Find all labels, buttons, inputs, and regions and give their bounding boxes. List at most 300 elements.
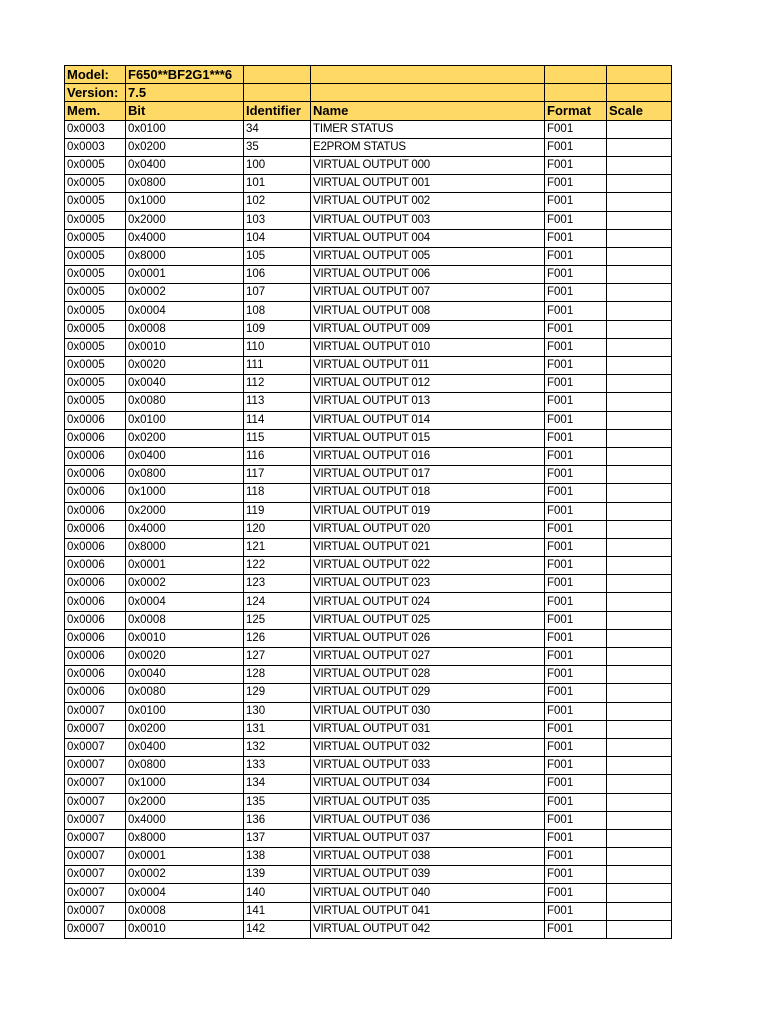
cell-identifier: 129 [244, 684, 311, 702]
cell-identifier: 35 [244, 138, 311, 156]
cell-scale [607, 193, 672, 211]
table-row [65, 357, 672, 375]
cell-mem: 0x0007 [65, 920, 126, 938]
table-row [65, 775, 672, 793]
cell-format: F001 [545, 866, 607, 884]
table-row [65, 466, 672, 484]
table-row [65, 302, 672, 320]
cell-identifier: 132 [244, 738, 311, 756]
cell-mem: 0x0006 [65, 429, 126, 447]
cell-name: VIRTUAL OUTPUT 038 [311, 848, 545, 866]
cell-bit: 0x0001 [126, 557, 244, 575]
cell-bit: 0x4000 [126, 811, 244, 829]
cell-identifier: 118 [244, 484, 311, 502]
table-row [65, 211, 672, 229]
cell-mem: 0x0007 [65, 775, 126, 793]
cell-scale [607, 702, 672, 720]
cell-name: VIRTUAL OUTPUT 041 [311, 902, 545, 920]
cell-name: VIRTUAL OUTPUT 003 [311, 211, 545, 229]
cell-format: F001 [545, 702, 607, 720]
cell-name: VIRTUAL OUTPUT 005 [311, 247, 545, 265]
cell-format: F001 [545, 884, 607, 902]
cell-bit: 0x1000 [126, 775, 244, 793]
empty-cell [545, 84, 607, 102]
cell-mem: 0x0007 [65, 793, 126, 811]
cell-name: VIRTUAL OUTPUT 023 [311, 575, 545, 593]
cell-format: F001 [545, 120, 607, 138]
cell-bit: 0x0002 [126, 866, 244, 884]
table-row [65, 338, 672, 356]
cell-scale [607, 884, 672, 902]
cell-mem: 0x0007 [65, 829, 126, 847]
table-row [65, 193, 672, 211]
table-row [65, 138, 672, 156]
table-row [65, 902, 672, 920]
table-row [65, 684, 672, 702]
cell-scale [607, 411, 672, 429]
table-row [65, 629, 672, 647]
model-value: F650**BF2G1***6 [126, 66, 244, 84]
empty-cell [311, 66, 545, 84]
cell-identifier: 117 [244, 466, 311, 484]
cell-format: F001 [545, 593, 607, 611]
cell-format: F001 [545, 247, 607, 265]
table-row [65, 611, 672, 629]
cell-name: VIRTUAL OUTPUT 011 [311, 357, 545, 375]
cell-bit: 0x8000 [126, 538, 244, 556]
cell-identifier: 126 [244, 629, 311, 647]
cell-bit: 0x0008 [126, 902, 244, 920]
empty-cell [545, 66, 607, 84]
cell-identifier: 122 [244, 557, 311, 575]
table-row [65, 757, 672, 775]
cell-identifier: 139 [244, 866, 311, 884]
cell-name: VIRTUAL OUTPUT 007 [311, 284, 545, 302]
cell-name: VIRTUAL OUTPUT 026 [311, 629, 545, 647]
cell-bit: 0x0400 [126, 447, 244, 465]
cell-format: F001 [545, 920, 607, 938]
cell-mem: 0x0006 [65, 484, 126, 502]
cell-scale [607, 648, 672, 666]
cell-name: VIRTUAL OUTPUT 015 [311, 429, 545, 447]
cell-format: F001 [545, 775, 607, 793]
cell-format: F001 [545, 156, 607, 174]
cell-name: VIRTUAL OUTPUT 010 [311, 338, 545, 356]
register-table-body [65, 66, 672, 939]
cell-format: F001 [545, 811, 607, 829]
cell-mem: 0x0006 [65, 538, 126, 556]
cell-name: VIRTUAL OUTPUT 017 [311, 466, 545, 484]
cell-scale [607, 447, 672, 465]
cell-bit: 0x0020 [126, 648, 244, 666]
column-header-mem: Mem. [65, 102, 126, 120]
cell-bit: 0x0800 [126, 757, 244, 775]
cell-format: F001 [545, 357, 607, 375]
table-row [65, 920, 672, 938]
cell-name: VIRTUAL OUTPUT 040 [311, 884, 545, 902]
empty-cell [607, 84, 672, 102]
table-row [65, 575, 672, 593]
cell-name: VIRTUAL OUTPUT 034 [311, 775, 545, 793]
table-row [65, 411, 672, 429]
cell-scale [607, 357, 672, 375]
cell-name: VIRTUAL OUTPUT 006 [311, 266, 545, 284]
cell-identifier: 119 [244, 502, 311, 520]
cell-name: VIRTUAL OUTPUT 029 [311, 684, 545, 702]
cell-bit: 0x8000 [126, 829, 244, 847]
cell-identifier: 115 [244, 429, 311, 447]
cell-format: F001 [545, 848, 607, 866]
cell-bit: 0x0004 [126, 593, 244, 611]
cell-mem: 0x0005 [65, 247, 126, 265]
cell-name: VIRTUAL OUTPUT 014 [311, 411, 545, 429]
cell-scale [607, 320, 672, 338]
cell-bit: 0x0001 [126, 266, 244, 284]
cell-format: F001 [545, 375, 607, 393]
cell-bit: 0x0004 [126, 302, 244, 320]
cell-mem: 0x0006 [65, 648, 126, 666]
cell-identifier: 121 [244, 538, 311, 556]
cell-mem: 0x0007 [65, 902, 126, 920]
cell-mem: 0x0006 [65, 611, 126, 629]
cell-bit: 0x0040 [126, 666, 244, 684]
cell-scale [607, 247, 672, 265]
cell-identifier: 103 [244, 211, 311, 229]
cell-identifier: 107 [244, 284, 311, 302]
cell-scale [607, 120, 672, 138]
table-row [65, 156, 672, 174]
cell-name: VIRTUAL OUTPUT 035 [311, 793, 545, 811]
cell-mem: 0x0006 [65, 557, 126, 575]
cell-format: F001 [545, 229, 607, 247]
cell-format: F001 [545, 648, 607, 666]
cell-bit: 0x0100 [126, 411, 244, 429]
cell-bit: 0x1000 [126, 193, 244, 211]
cell-mem: 0x0007 [65, 757, 126, 775]
cell-scale [607, 902, 672, 920]
empty-cell [311, 84, 545, 102]
table-row [65, 447, 672, 465]
register-table [64, 65, 672, 939]
cell-format: F001 [545, 666, 607, 684]
cell-scale [607, 156, 672, 174]
cell-scale [607, 466, 672, 484]
cell-bit: 0x0020 [126, 357, 244, 375]
cell-mem: 0x0006 [65, 466, 126, 484]
table-row [65, 429, 672, 447]
cell-bit: 0x0010 [126, 920, 244, 938]
cell-format: F001 [545, 193, 607, 211]
table-row [65, 648, 672, 666]
cell-format: F001 [545, 793, 607, 811]
cell-bit: 0x2000 [126, 502, 244, 520]
cell-name: VIRTUAL OUTPUT 027 [311, 648, 545, 666]
cell-mem: 0x0006 [65, 593, 126, 611]
cell-bit: 0x0010 [126, 629, 244, 647]
cell-mem: 0x0003 [65, 120, 126, 138]
cell-name: VIRTUAL OUTPUT 028 [311, 666, 545, 684]
table-row [65, 557, 672, 575]
table-row [65, 702, 672, 720]
cell-name: VIRTUAL OUTPUT 009 [311, 320, 545, 338]
table-row [65, 848, 672, 866]
cell-name: VIRTUAL OUTPUT 004 [311, 229, 545, 247]
cell-scale [607, 266, 672, 284]
cell-scale [607, 538, 672, 556]
table-row [65, 120, 672, 138]
cell-bit: 0x2000 [126, 211, 244, 229]
table-row [65, 175, 672, 193]
cell-name: VIRTUAL OUTPUT 031 [311, 720, 545, 738]
cell-identifier: 125 [244, 611, 311, 629]
cell-scale [607, 229, 672, 247]
column-header-bit: Bit [126, 102, 244, 120]
version-row [65, 84, 672, 102]
model-row [65, 66, 672, 84]
cell-mem: 0x0005 [65, 193, 126, 211]
cell-format: F001 [545, 393, 607, 411]
cell-bit: 0x0008 [126, 611, 244, 629]
cell-identifier: 134 [244, 775, 311, 793]
cell-bit: 0x8000 [126, 247, 244, 265]
cell-scale [607, 629, 672, 647]
column-header-row [65, 102, 672, 120]
table-row [65, 229, 672, 247]
cell-identifier: 130 [244, 702, 311, 720]
cell-format: F001 [545, 738, 607, 756]
cell-scale [607, 793, 672, 811]
cell-identifier: 100 [244, 156, 311, 174]
cell-name: VIRTUAL OUTPUT 033 [311, 757, 545, 775]
cell-name: VIRTUAL OUTPUT 001 [311, 175, 545, 193]
table-row [65, 793, 672, 811]
cell-scale [607, 866, 672, 884]
table-row [65, 520, 672, 538]
cell-identifier: 140 [244, 884, 311, 902]
cell-mem: 0x0006 [65, 629, 126, 647]
cell-mem: 0x0007 [65, 811, 126, 829]
cell-identifier: 106 [244, 266, 311, 284]
cell-identifier: 105 [244, 247, 311, 265]
cell-bit: 0x4000 [126, 520, 244, 538]
table-row [65, 375, 672, 393]
cell-identifier: 127 [244, 648, 311, 666]
cell-name: VIRTUAL OUTPUT 019 [311, 502, 545, 520]
cell-mem: 0x0006 [65, 684, 126, 702]
cell-format: F001 [545, 484, 607, 502]
table-row [65, 738, 672, 756]
cell-format: F001 [545, 629, 607, 647]
column-header-format: Format [545, 102, 607, 120]
empty-cell [244, 66, 311, 84]
cell-format: F001 [545, 302, 607, 320]
cell-bit: 0x1000 [126, 484, 244, 502]
cell-format: F001 [545, 520, 607, 538]
cell-identifier: 110 [244, 338, 311, 356]
cell-identifier: 136 [244, 811, 311, 829]
cell-scale [607, 175, 672, 193]
cell-format: F001 [545, 684, 607, 702]
cell-identifier: 138 [244, 848, 311, 866]
cell-scale [607, 502, 672, 520]
cell-format: F001 [545, 429, 607, 447]
column-header-identifier: Identifier [244, 102, 311, 120]
cell-format: F001 [545, 266, 607, 284]
cell-identifier: 142 [244, 920, 311, 938]
cell-bit: 0x0400 [126, 156, 244, 174]
table-row [65, 247, 672, 265]
cell-format: F001 [545, 138, 607, 156]
cell-mem: 0x0005 [65, 211, 126, 229]
cell-mem: 0x0005 [65, 229, 126, 247]
cell-name: VIRTUAL OUTPUT 030 [311, 702, 545, 720]
cell-identifier: 116 [244, 447, 311, 465]
cell-identifier: 34 [244, 120, 311, 138]
cell-name: VIRTUAL OUTPUT 002 [311, 193, 545, 211]
table-row [65, 502, 672, 520]
cell-mem: 0x0006 [65, 502, 126, 520]
cell-bit: 0x0040 [126, 375, 244, 393]
cell-scale [607, 684, 672, 702]
cell-name: VIRTUAL OUTPUT 022 [311, 557, 545, 575]
cell-scale [607, 720, 672, 738]
cell-bit: 0x0001 [126, 848, 244, 866]
cell-mem: 0x0006 [65, 411, 126, 429]
cell-scale [607, 138, 672, 156]
cell-bit: 0x0008 [126, 320, 244, 338]
table-row [65, 538, 672, 556]
version-value: 7.5 [126, 84, 244, 102]
cell-bit: 0x0080 [126, 393, 244, 411]
cell-bit: 0x0200 [126, 138, 244, 156]
cell-name: VIRTUAL OUTPUT 024 [311, 593, 545, 611]
column-header-name: Name [311, 102, 545, 120]
cell-mem: 0x0006 [65, 575, 126, 593]
table-row [65, 829, 672, 847]
cell-format: F001 [545, 829, 607, 847]
cell-name: VIRTUAL OUTPUT 016 [311, 447, 545, 465]
table-row [65, 484, 672, 502]
cell-name: TIMER STATUS [311, 120, 545, 138]
cell-format: F001 [545, 284, 607, 302]
cell-bit: 0x0100 [126, 120, 244, 138]
empty-cell [607, 66, 672, 84]
cell-identifier: 124 [244, 593, 311, 611]
cell-scale [607, 757, 672, 775]
cell-name: VIRTUAL OUTPUT 037 [311, 829, 545, 847]
cell-mem: 0x0007 [65, 720, 126, 738]
table-row [65, 866, 672, 884]
version-label: Version: [65, 84, 126, 102]
cell-identifier: 104 [244, 229, 311, 247]
cell-name: VIRTUAL OUTPUT 039 [311, 866, 545, 884]
cell-format: F001 [545, 175, 607, 193]
cell-name: VIRTUAL OUTPUT 042 [311, 920, 545, 938]
cell-bit: 0x0200 [126, 429, 244, 447]
cell-format: F001 [545, 502, 607, 520]
cell-identifier: 128 [244, 666, 311, 684]
cell-scale [607, 575, 672, 593]
cell-mem: 0x0006 [65, 666, 126, 684]
cell-mem: 0x0005 [65, 284, 126, 302]
cell-scale [607, 520, 672, 538]
cell-identifier: 135 [244, 793, 311, 811]
cell-name: VIRTUAL OUTPUT 000 [311, 156, 545, 174]
cell-name: VIRTUAL OUTPUT 012 [311, 375, 545, 393]
cell-scale [607, 611, 672, 629]
cell-mem: 0x0005 [65, 175, 126, 193]
cell-scale [607, 811, 672, 829]
cell-scale [607, 484, 672, 502]
cell-bit: 0x0200 [126, 720, 244, 738]
cell-bit: 0x0800 [126, 466, 244, 484]
table-row [65, 393, 672, 411]
cell-mem: 0x0005 [65, 338, 126, 356]
table-row [65, 266, 672, 284]
cell-identifier: 114 [244, 411, 311, 429]
cell-identifier: 111 [244, 357, 311, 375]
cell-format: F001 [545, 538, 607, 556]
cell-name: VIRTUAL OUTPUT 018 [311, 484, 545, 502]
cell-scale [607, 284, 672, 302]
cell-mem: 0x0007 [65, 702, 126, 720]
cell-format: F001 [545, 611, 607, 629]
cell-identifier: 120 [244, 520, 311, 538]
cell-scale [607, 338, 672, 356]
empty-cell [244, 84, 311, 102]
cell-bit: 0x0800 [126, 175, 244, 193]
cell-name: VIRTUAL OUTPUT 020 [311, 520, 545, 538]
table-row [65, 720, 672, 738]
cell-scale [607, 829, 672, 847]
cell-scale [607, 775, 672, 793]
cell-format: F001 [545, 720, 607, 738]
cell-identifier: 108 [244, 302, 311, 320]
cell-identifier: 137 [244, 829, 311, 847]
cell-identifier: 133 [244, 757, 311, 775]
cell-scale [607, 429, 672, 447]
cell-bit: 0x0002 [126, 575, 244, 593]
cell-mem: 0x0005 [65, 156, 126, 174]
cell-identifier: 123 [244, 575, 311, 593]
cell-identifier: 102 [244, 193, 311, 211]
cell-scale [607, 920, 672, 938]
cell-name: VIRTUAL OUTPUT 008 [311, 302, 545, 320]
cell-format: F001 [545, 757, 607, 775]
cell-format: F001 [545, 447, 607, 465]
cell-mem: 0x0007 [65, 866, 126, 884]
cell-identifier: 112 [244, 375, 311, 393]
cell-bit: 0x0002 [126, 284, 244, 302]
cell-scale [607, 211, 672, 229]
cell-bit: 0x0080 [126, 684, 244, 702]
cell-identifier: 101 [244, 175, 311, 193]
cell-bit: 0x2000 [126, 793, 244, 811]
cell-name: VIRTUAL OUTPUT 013 [311, 393, 545, 411]
cell-format: F001 [545, 320, 607, 338]
cell-scale [607, 302, 672, 320]
cell-format: F001 [545, 466, 607, 484]
model-label: Model: [65, 66, 126, 84]
cell-mem: 0x0007 [65, 884, 126, 902]
table-row [65, 593, 672, 611]
cell-mem: 0x0005 [65, 320, 126, 338]
cell-mem: 0x0005 [65, 393, 126, 411]
table-row [65, 811, 672, 829]
cell-bit: 0x0100 [126, 702, 244, 720]
cell-bit: 0x0400 [126, 738, 244, 756]
cell-mem: 0x0006 [65, 447, 126, 465]
